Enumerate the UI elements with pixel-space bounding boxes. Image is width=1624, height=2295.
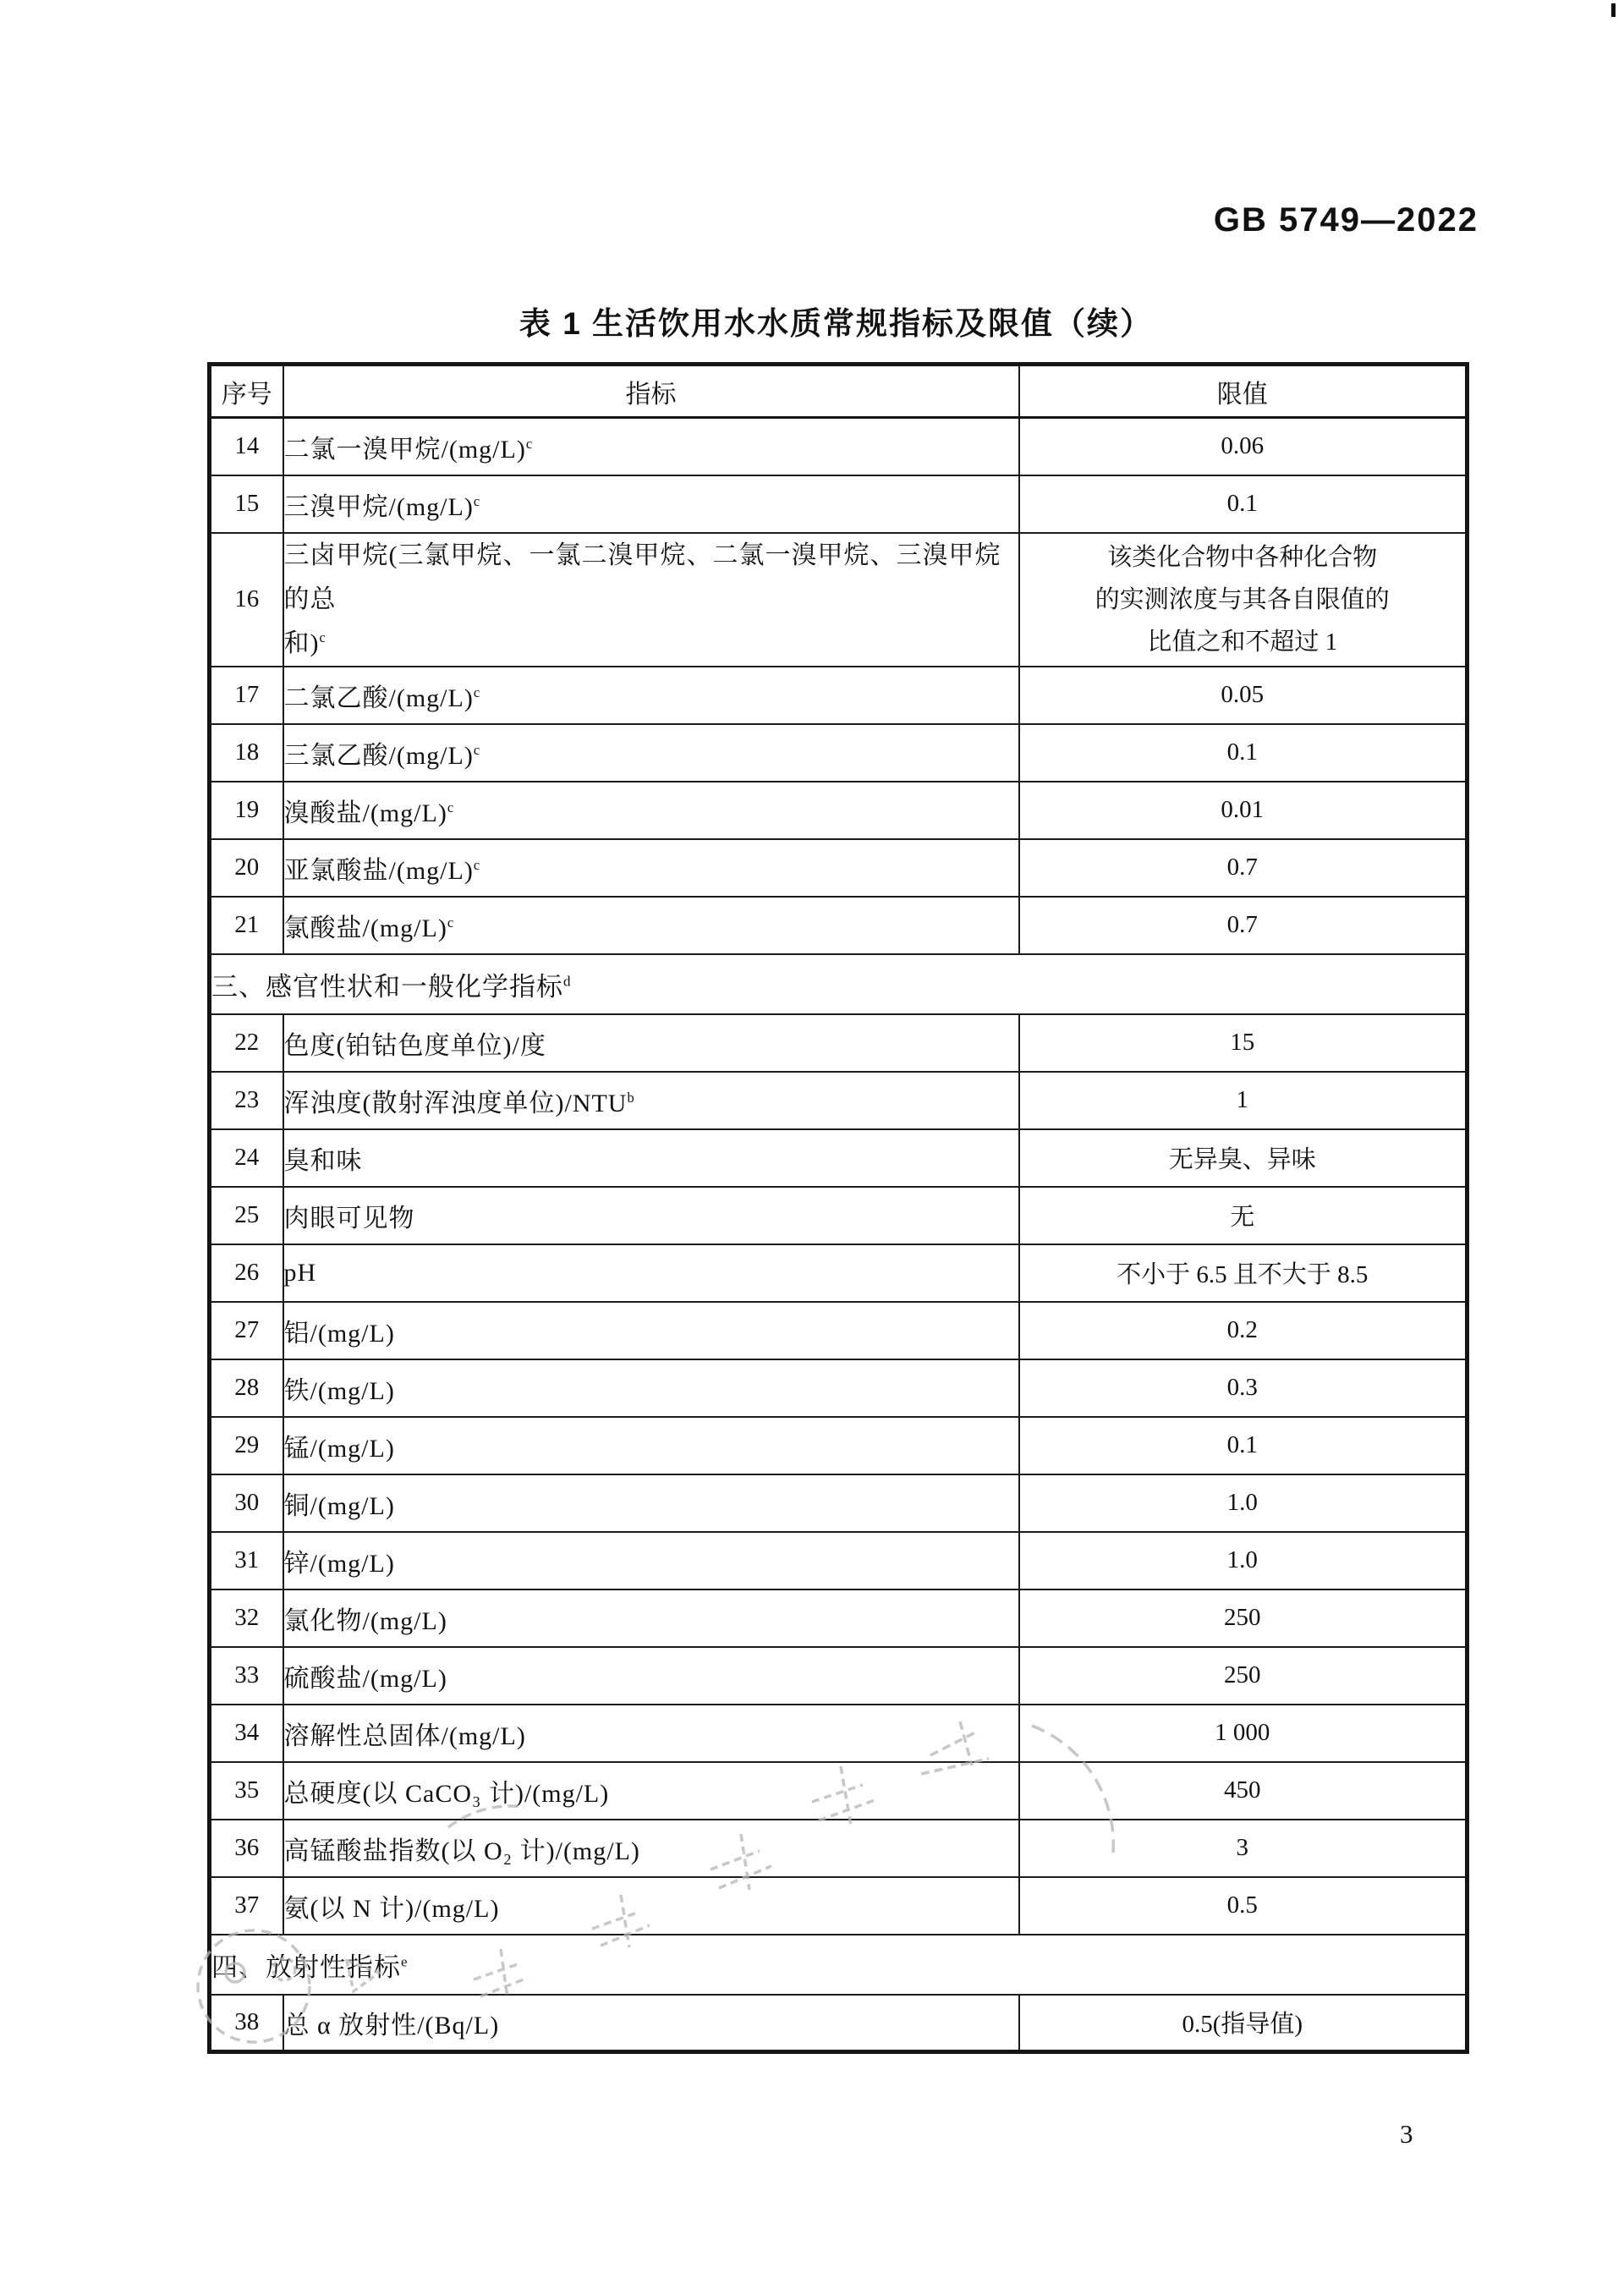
limit-cell: 无 [1019,1187,1468,1244]
indicator-cell [283,1244,1019,1302]
footnote-sup: c [319,629,326,645]
limit-cell: 0.1 [1019,724,1468,782]
row-no: 32 [210,1589,283,1647]
row-no: 18 [210,724,283,782]
table-row [210,1302,1468,1359]
indicator-cell [283,1359,1019,1417]
section-row [210,1935,1468,1995]
table-title: 表 1 生活饮用水水质常规指标及限值（续） [518,306,1154,341]
limit-cell: 1.0 [1019,1474,1468,1532]
limit-line: 比值之和不超过 1 [1147,628,1338,656]
indicator-text: 铝/(mg/L) [283,1319,395,1348]
row-no: 15 [210,475,283,533]
indicator-cell [283,1877,1019,1935]
row-no: 20 [210,839,283,897]
footnote-sup: c [473,741,481,758]
indicator-text: 二氯一溴甲烷/(mg/L) [283,435,526,464]
indicator-cell [283,1417,1019,1474]
indicator-cell [283,1072,1019,1129]
limit-line: 该类化合物中各种化合物 [1107,543,1378,571]
limit-cell: 不小于 6.5 且不大于 8.5 [1019,1244,1468,1302]
row-no: 19 [210,782,283,839]
limit-cell: 0.7 [1019,839,1468,897]
indicator-cell [283,1762,1019,1820]
limit-cell: 0.3 [1019,1359,1468,1417]
limit-cell: 0.1 [1019,475,1468,533]
row-no: 37 [210,1877,283,1935]
limit-cell: 3 [1019,1820,1468,1877]
indicator-cell [283,839,1019,897]
limit-cell: 250 [1019,1647,1468,1705]
indicator-line: 三卤甲烷(三氯甲烷、一氯二溴甲烷、二氯一溴甲烷、三溴甲烷的总 [283,541,1001,613]
indicator-text: 溶解性总固体/(mg/L) [283,1721,526,1750]
indicator-text: 三氯乙酸/(mg/L) [283,741,474,770]
limit-cell: 0.5 [1019,1877,1468,1935]
indicator-cell [283,1014,1019,1072]
row-no: 33 [210,1647,283,1705]
row-no: 35 [210,1762,283,1820]
indicator-cell [283,1302,1019,1359]
indicator-cell [283,418,1019,475]
row-no: 30 [210,1474,283,1532]
indicator-cell [283,475,1019,533]
indicator-cell [283,1705,1019,1762]
page-number: 3 [1400,2119,1413,2149]
col-header-limit: 限值 [1019,365,1468,418]
table-row [210,1129,1468,1187]
footnote-sup: c [473,684,481,700]
indicator-cell [283,1820,1019,1877]
indicator-text: 高锰酸盐指数(以 O₂ 计)/(mg/L) [283,1837,640,1865]
limit-cell: 450 [1019,1762,1468,1820]
table-row [210,1187,1468,1244]
limit-line: 的实测浓度与其各自限值的 [1095,585,1390,613]
indicator-cell [283,724,1019,782]
table-header-row [210,365,1468,418]
limit-cell: 0.01 [1019,782,1468,839]
col-header-no: 序号 [210,365,283,418]
indicator-cell [283,533,1019,667]
indicator-text: 肉眼可见物 [283,1204,415,1233]
table-row [210,1820,1468,1877]
indicator-text: 总 α 放射性/(Bq/L) [283,2011,500,2040]
table-row [210,533,1468,667]
limit-cell: 0.05 [1019,667,1468,724]
row-no: 26 [210,1244,283,1302]
footnote-sup: c [473,492,481,509]
table-row [210,1647,1468,1705]
table-row [210,1417,1468,1474]
indicator-text: 铁/(mg/L) [283,1376,395,1405]
section-title [210,954,1468,1014]
scan-corner-mark [1611,3,1616,17]
indicator-text: 色度(铂钴色度单位)/度 [283,1031,546,1060]
indicator-cell [283,1474,1019,1532]
row-no: 14 [210,418,283,475]
footnote-sup: c [447,914,455,931]
indicator-text: 氯酸盐/(mg/L) [283,914,447,942]
indicator-text: 二氯乙酸/(mg/L) [283,684,474,712]
indicator-cell [283,782,1019,839]
row-no: 25 [210,1187,283,1244]
row-no: 16 [210,533,283,667]
section-row [210,954,1468,1014]
indicator-text: 锰/(mg/L) [283,1434,395,1463]
footnote-sup: c [525,435,534,452]
limit-cell: 无异臭、异味 [1019,1129,1468,1187]
indicator-text: 氯化物/(mg/L) [283,1606,447,1635]
indicator-text: 溴酸盐/(mg/L) [283,799,447,827]
limit-cell: 0.1 [1019,1417,1468,1474]
table-row [210,1877,1468,1935]
table-row [210,667,1468,724]
indicator-cell [283,1995,1019,2052]
indicator-text: 铜/(mg/L) [283,1491,395,1520]
limit-cell: 0.7 [1019,897,1468,954]
limit-cell: 15 [1019,1014,1468,1072]
footnote-sup: b [627,1089,635,1106]
col-header-indicator: 指标 [283,365,1019,418]
footnote-sup: e [401,1953,409,1970]
indicator-text: 锌/(mg/L) [283,1549,395,1578]
row-no: 23 [210,1072,283,1129]
indicator-text: pH [283,1258,317,1287]
indicator-cell [283,1532,1019,1589]
table-row [210,1589,1468,1647]
indicator-text: 氨(以 N 计)/(mg/L) [283,1894,500,1923]
row-no: 34 [210,1705,283,1762]
table-row [210,839,1468,897]
limit-cell: 1 [1019,1072,1468,1129]
indicator-line [284,622,1018,666]
limit-cell: 0.2 [1019,1302,1468,1359]
limit-cell [1019,533,1468,667]
limit-cell: 0.5(指导值) [1019,1995,1468,2052]
row-no: 17 [210,667,283,724]
indicator-cell [283,1129,1019,1187]
row-no: 28 [210,1359,283,1417]
limit-cell: 0.06 [1019,418,1468,475]
table-row [210,1014,1468,1072]
limit-cell: 1 000 [1019,1705,1468,1762]
footnote-sup: c [473,856,481,873]
table-row [210,782,1468,839]
indicator-cell [283,897,1019,954]
indicator-text: 亚氯酸盐/(mg/L) [283,856,474,885]
table-row [210,1359,1468,1417]
section-text: 三、感官性状和一般化学指标 [211,971,563,1002]
indicator-cell [283,667,1019,724]
row-no: 29 [210,1417,283,1474]
row-no: 21 [210,897,283,954]
indicator-text: 浑浊度(散射浑浊度单位)/NTU [283,1089,628,1117]
row-no: 31 [210,1532,283,1589]
indicator-cell [283,1589,1019,1647]
footnote-sup: d [563,973,572,990]
table-row [210,1762,1468,1820]
indicator-text: 总硬度(以 CaCO₃ 计)/(mg/L) [283,1779,610,1808]
row-no: 38 [210,1995,283,2052]
table-row [210,1705,1468,1762]
indicator-cell [283,1647,1019,1705]
table-row [210,897,1468,954]
table-row [210,1532,1468,1589]
indicator-text: 臭和味 [283,1146,363,1175]
table-row [210,418,1468,475]
row-no: 27 [210,1302,283,1359]
table-row [210,1474,1468,1532]
row-no: 22 [210,1014,283,1072]
table-row [210,475,1468,533]
table-row [210,724,1468,782]
limit-cell: 250 [1019,1589,1468,1647]
standard-code: GB 5749—2022 [1213,201,1479,239]
limit-cell: 1.0 [1019,1532,1468,1589]
water-quality-table [207,362,1469,2054]
footnote-sup: c [447,799,455,815]
row-no: 24 [210,1129,283,1187]
indicator-text: 硫酸盐/(mg/L) [283,1664,447,1693]
indicator-text: 和) [283,629,320,657]
indicator-text: 三溴甲烷/(mg/L) [283,492,474,521]
row-no: 36 [210,1820,283,1877]
indicator-cell [283,1187,1019,1244]
section-text: 四、放射性指标 [211,1952,401,1982]
section-title [210,1935,1468,1995]
table-row [210,1244,1468,1302]
table-row [210,1995,1468,2052]
table-row [210,1072,1468,1129]
